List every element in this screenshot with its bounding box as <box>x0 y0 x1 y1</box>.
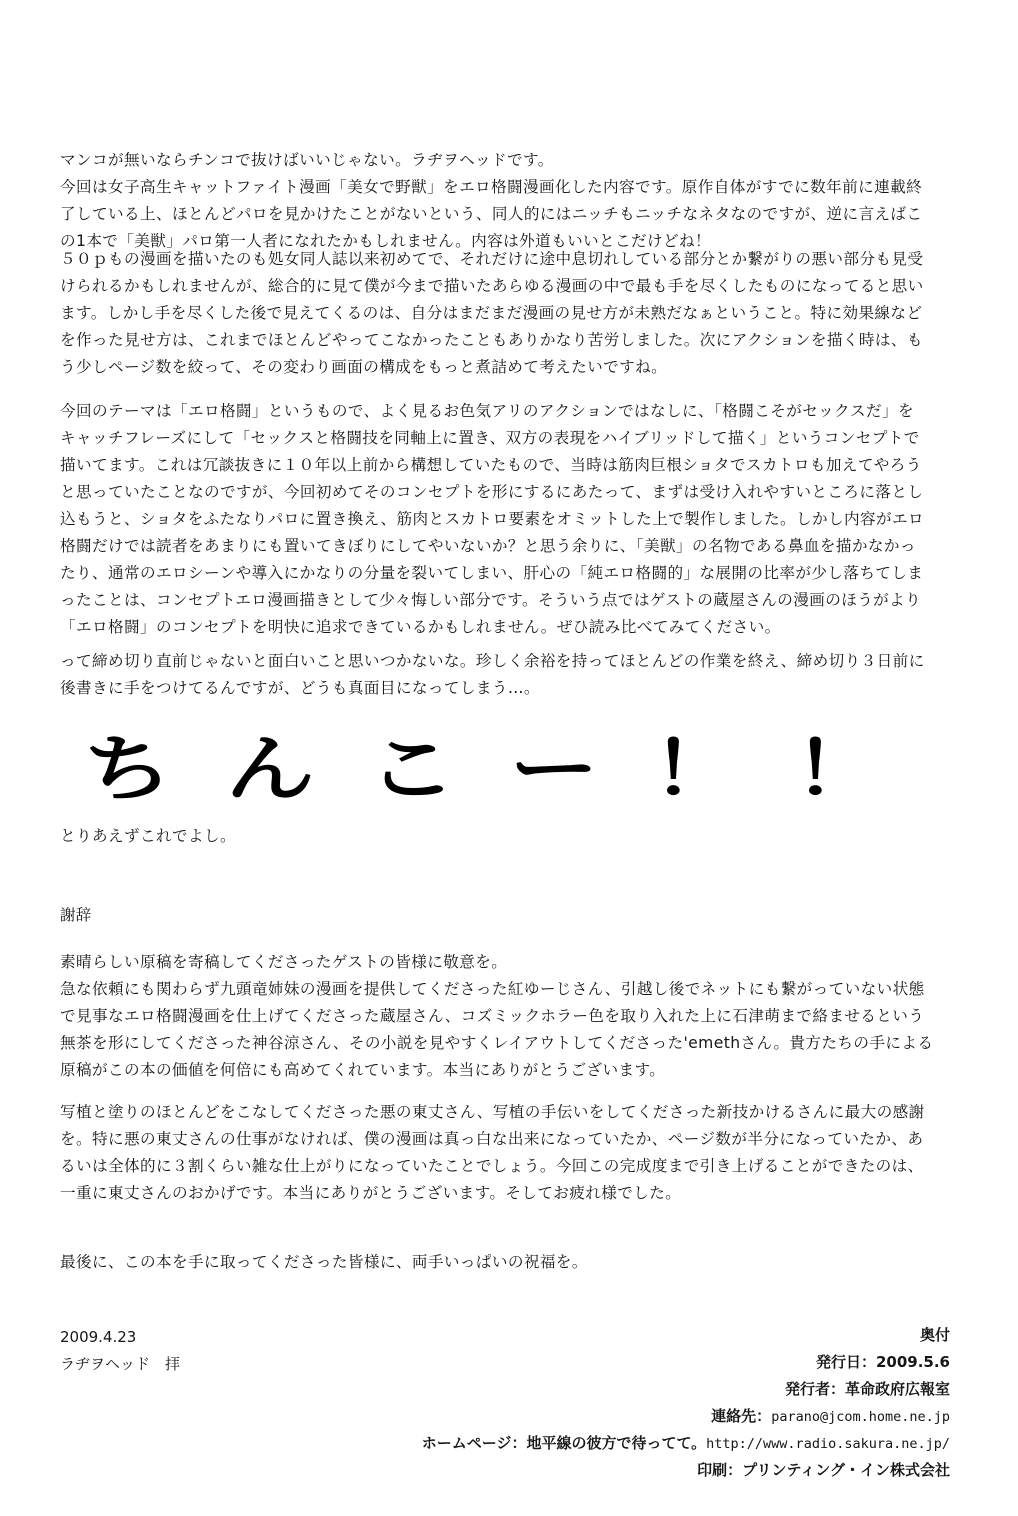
paragraph-staff <box>60 1099 960 1207</box>
text-line: で見事なエロ格闘漫画を仕上げてくださった蔵屋さん、コズミックホラー色を取り入れた上に石津萌まで絡ませるという <box>60 1007 925 1025</box>
homepage-label: ホームページ：地平線の彼方で待ってて。 <box>421 1434 707 1452</box>
contact-label: 連絡先： <box>711 1407 772 1425</box>
issue-date: 2009.5.6 <box>875 1353 950 1371</box>
text-line: 素晴らしい原稿を寄稿してくださったゲストの皆様に敬意を。 <box>60 953 508 971</box>
text-line: 後書きに手をつけてるんですが、どうも真面目になってしまう…。 <box>60 679 540 697</box>
contact-email: parano@jcom.home.ne.jp <box>771 1409 950 1425</box>
paragraph-deadline <box>60 648 960 702</box>
text-line: 急な依頼にも関わらず九頭竜姉妹の漫画を提供してくださった紅ゆーじさん、引越し後でネットにも繋がっていない状態 <box>60 980 925 998</box>
colophon-issue-date <box>422 1349 950 1376</box>
text-line: 写植と塗りのほとんどをこなしてくださった悪の東丈さん、写植の手伝いをしてくださった新技かけるさんに最大の感謝 <box>60 1103 925 1121</box>
text-line: 了している上、ほとんどパロを見かけたことがないという、同人的にはニッチもニッチなネタなのですが、逆に言えばこ <box>60 205 923 223</box>
text-line: 一重に東丈さんのおかげです。本当にありがとうございます。そしてお疲れ様でした。 <box>60 1184 682 1202</box>
section-heading: 謝辞 <box>60 906 92 924</box>
text-line: ったことは、コンセプトエロ漫画描きとして少々悔しい部分です。そういう点ではゲストの蔵屋さんの漫画のほうがより <box>60 591 922 609</box>
colophon-publisher: 発行者：革命政府広報室 <box>784 1380 950 1398</box>
text-line: 無茶を形にしてくださった神谷涼さん、その小説を見やすくレイアウトしてくださった'emethさん。貴方たちの手による <box>60 1034 934 1052</box>
issue-label: 発行日： <box>815 1353 876 1371</box>
text-line: るいは全体的に３割くらい雑な仕上がりになっていたことでしょう。今回この完成度まで引き上げることができたのは、 <box>60 1157 924 1175</box>
paragraph-intro <box>60 147 960 255</box>
text-line: たり、通常のエロシーンや導入にかなりの分量を裂いてしまい、肝心の「純エロ格闘的」な展開の比率が少し落ちてしま <box>60 564 924 582</box>
paragraph-pages <box>60 246 960 381</box>
signature-name: ラヂヲヘッド 拝 <box>60 1355 181 1373</box>
signature-block <box>60 1324 180 1378</box>
text-line: 原稿がこの本の価値を何倍にも高めてくれています。本当にありがとうございます。 <box>60 1061 666 1079</box>
colophon-contact <box>422 1403 950 1430</box>
text-line: って締め切り直前じゃないと面白いこと思いつかないな。珍しく余裕を持ってほとんどの作業を終え、締め切り３日前に <box>60 652 925 670</box>
text-line: ます。しかし手を尽くした後で見えてくるのは、自分はまだまだ漫画の見せ方が未熟だなぁということ。特に効果線など <box>60 304 923 322</box>
signature-date: 2009.4.23 <box>60 1328 137 1346</box>
text-line: ５０ｐもの漫画を描いたのも処女同人誌以来初めてで、それだけに途中息切れしている部分とか繋がりの悪い部分も見受 <box>60 250 924 268</box>
text-line: キャッチフレーズにして「セックスと格闘技を同軸上に置き、双方の表現をハイブリッドして描く」というコンセプトで <box>60 429 920 447</box>
colophon <box>422 1322 950 1484</box>
colophon-title: 奥付 <box>919 1326 950 1344</box>
text-line: を。特に悪の東丈さんの仕事がなければ、僕の漫画は真っ白な出来になっていたか、ページ数が半分になっていたか、あ <box>60 1130 924 1148</box>
text-line: 格闘だけでは読者をあまりにも置いてきぼりにしてやいないか？と思う余りに、「美獣」の名物である鼻血を描かなかっ <box>60 537 916 555</box>
colophon-printer: 印刷：プリンティング・イン株式会社 <box>697 1461 950 1479</box>
text-line: とりあえずこれでよし。 <box>60 827 236 845</box>
colophon-homepage <box>422 1430 950 1457</box>
paragraph-after-big <box>60 823 960 850</box>
text-line: 込もうと、ショタをふたなりパロに置き換え、筋肉とスカトロ要素をオミットした上で製作しました。しかし内容がエロ <box>60 510 924 528</box>
paragraph-guests <box>60 949 960 1084</box>
big-text: ちんこー！！ <box>83 727 935 812</box>
big-exclamation <box>0 722 1018 818</box>
text-line: の1本で「美獣」パロ第一人者になれたかもしれません。内容は外道もいいとこだけどね！ <box>60 232 712 250</box>
text-line: けられるかもしれませんが、総合的に見て僕が今まで描いたあらゆる漫画の中で最も手を尽くしたものになってると思い <box>60 277 924 295</box>
text-line: を作った見せ方は、これまでほとんどやってこなかったこともありかなり苦労しました。次にアクションを描く時は、も <box>60 331 923 349</box>
text-line: 「エロ格闘」のコンセプトを明快に追求できているかもしれません。ぜひ読み比べてみてください。 <box>60 618 781 636</box>
text-line: 描いてます。これは冗談抜きに１０年以上前から構想していたもので、当時は筋肉巨根ショタでスカトロも加えてやろう <box>60 456 922 474</box>
homepage-url: http://www.radio.sakura.ne.jp/ <box>706 1436 950 1452</box>
text-line: 今回は女子高生キャットファイト漫画「美女で野獣」をエロ格闘漫画化した内容です。原作自体がすでに数年前に連載終 <box>60 178 923 196</box>
paragraph-readers <box>60 1249 960 1276</box>
text-line: と思っていたことなのですが、今回初めてそのコンセプトを形にするにあたって、まずは受け入れやすいところに落とし <box>60 483 924 501</box>
text-line: 今回のテーマは「エロ格闘」というもので、よく見るお色気アリのアクションではなしに、「格闘こそがセックスだ」を <box>60 402 914 420</box>
text-line: う少しページ数を絞って、その変わり画面の構成をもっと煮詰めて考えたいですね。 <box>60 358 668 376</box>
text-line: マンコが無いならチンコで抜けばいいじゃない。ラヂヲヘッドです。 <box>60 151 554 169</box>
text-line: 最後に、この本を手に取ってくださった皆様に、両手いっぱいの祝福を。 <box>60 1253 588 1271</box>
paragraph-theme <box>60 398 960 641</box>
